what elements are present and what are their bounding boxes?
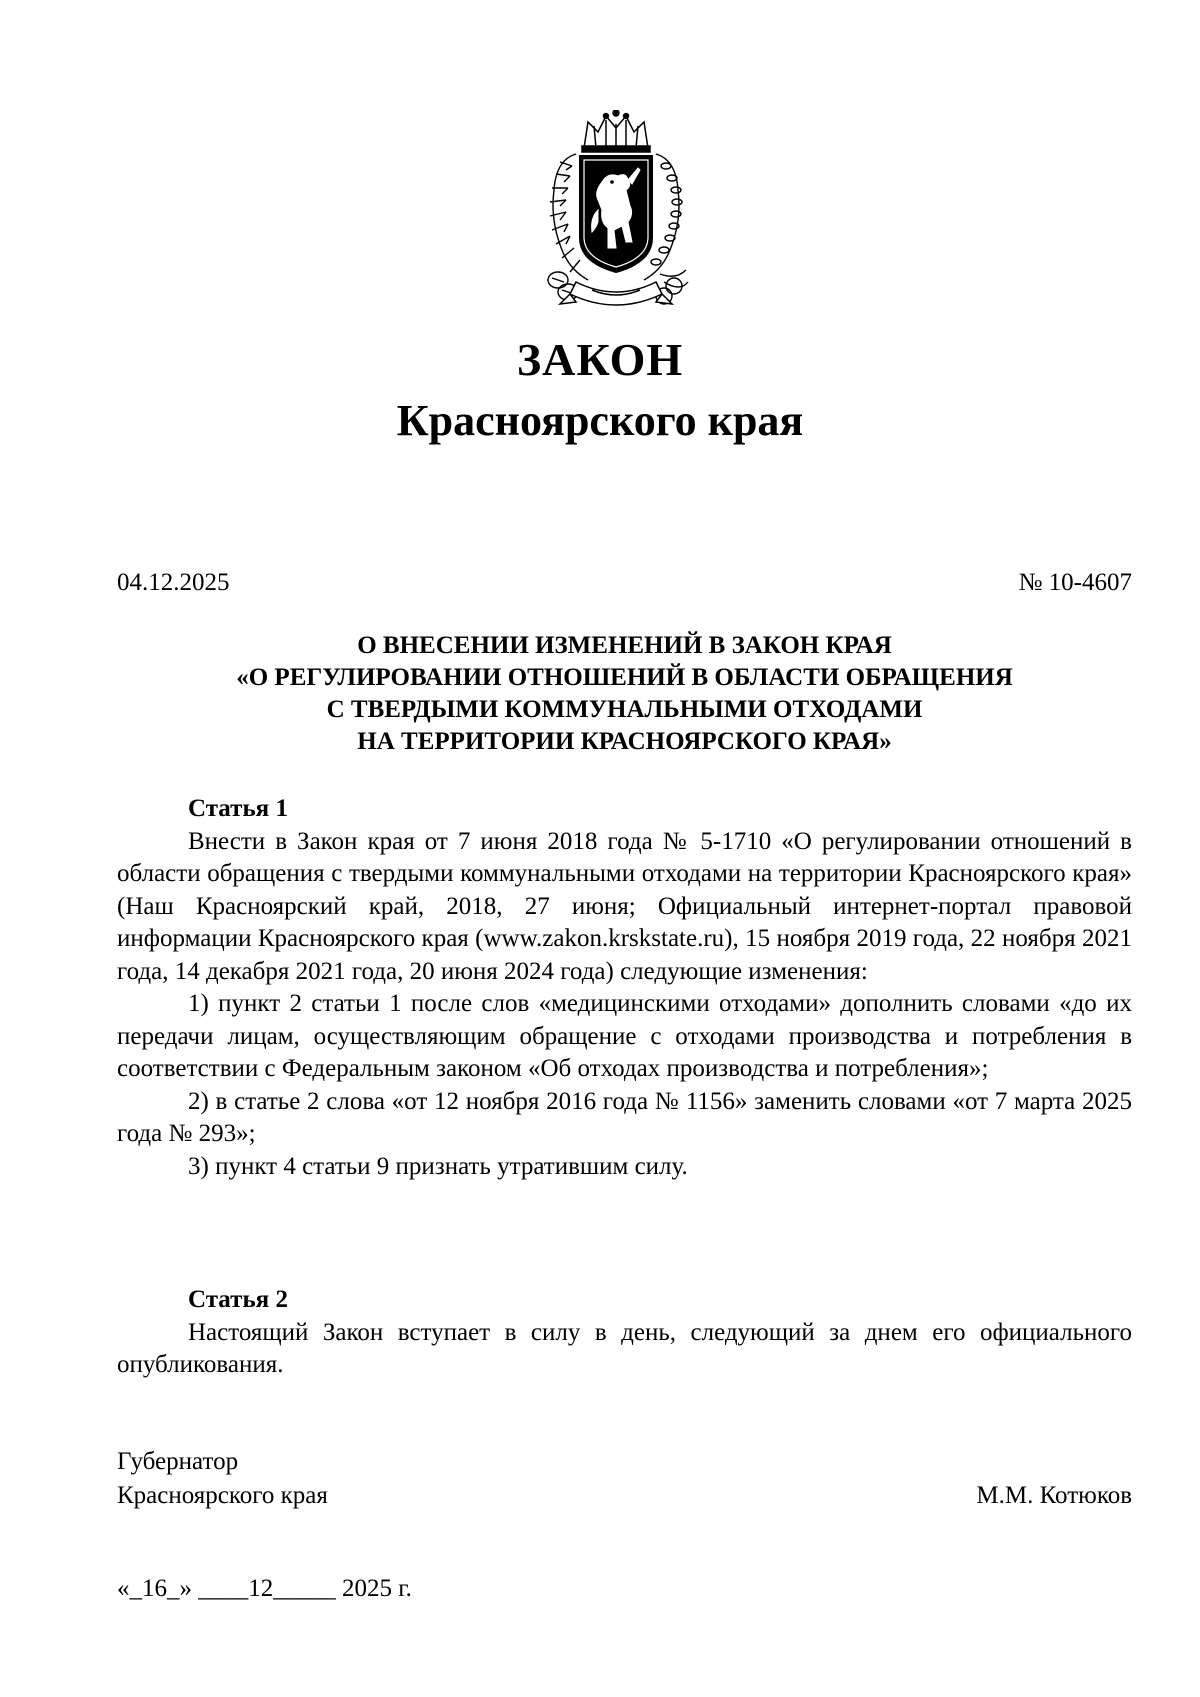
document-number: № 10-4607	[1018, 569, 1132, 596]
law-heading-line: О ВНЕСЕНИИ ИЗМЕНЕНИЙ В ЗАКОН КРАЯ	[357, 632, 892, 659]
law-heading-line: «О РЕГУЛИРОВАНИИ ОТНОШЕНИЙ В ОБЛАСТИ ОБРАЩЕНИЯ	[236, 664, 1013, 691]
signer-position-line	[117, 1445, 1132, 1479]
article-2-title: Статья 2	[188, 1286, 288, 1313]
signer-position-line	[117, 1479, 1132, 1513]
article-1	[117, 793, 1132, 1183]
crown-icon	[582, 110, 650, 152]
coat-of-arms-icon	[536, 110, 696, 320]
signer-name: М.М. Котюков	[976, 1482, 1132, 1509]
law-heading	[117, 630, 1132, 758]
law-heading-line: С ТВЕРДЫМИ КОММУНАЛЬНЫМИ ОТХОДАМИ	[326, 696, 923, 723]
article-1-paragraph: 1) пункт 2 статьи 1 после слов «медицинскими отходами» дополнить словами «до их передачи лицам, осуществляющим обращение с отходами производства и потребления в соответствии с Федеральным законом «Об отходах производства и потребления»;	[117, 990, 1132, 1082]
article-1-title: Статья 1	[188, 795, 288, 822]
article-1-paragraph: 3) пункт 4 статьи 9 признать утратившим силу.	[188, 1152, 688, 1180]
signing-date: «_16_» ____12_____ 2025 г.	[117, 1575, 412, 1602]
law-heading-line: НА ТЕРРИТОРИИ КРАСНОЯРСКОГО КРАЯ»	[357, 728, 892, 755]
signature-block	[117, 1445, 1132, 1513]
document-title: ЗАКОН	[516, 334, 684, 385]
signer-region: Красноярского края	[117, 1482, 328, 1509]
ribbon-icon	[560, 282, 672, 305]
document-subtitle: Красноярского края	[396, 396, 804, 445]
document-date: 04.12.2025	[117, 569, 230, 596]
article-1-paragraph: 2) в статье 2 слова «от 12 ноября 2016 года № 1156» заменить словами «от 7 марта 2025 года № 293»;	[117, 1087, 1132, 1147]
signer-position: Губернатор	[117, 1448, 239, 1475]
article-1-paragraph: Внести в Закон края от 7 июня 2018 года № 5-1710 «О регулировании отношений в области обращения с твердыми коммунальными отходами на территории Красноярского края» (Наш Красноярский край, 2018, 27 июня; Официальный интернет-портал правовой информации Красноярского края (www.zakon.krskstate.ru), 15 ноября 2019 года, 22 ноября 2021 года, 14 декабря 2021 года, 20 июня 2024 года) следующие изменения:	[117, 827, 1132, 985]
document-meta	[117, 566, 1132, 600]
article-2-paragraph: Настоящий Закон вступает в силу в день, следующий за днем его официального опубликования.	[117, 1318, 1132, 1378]
article-2	[117, 1284, 1132, 1382]
